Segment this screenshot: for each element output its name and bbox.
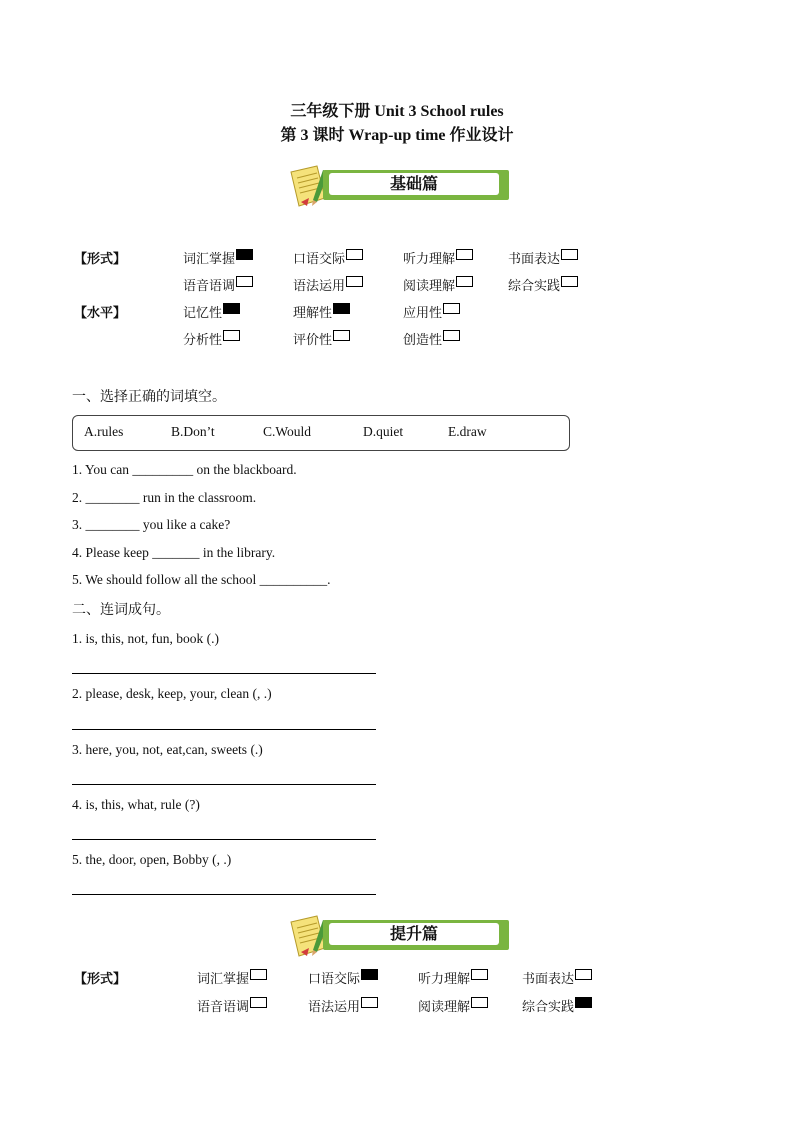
basic-form-option xyxy=(403,275,473,294)
advanced-form-option-label: 词汇掌握 xyxy=(197,972,250,987)
reorder-question-3: 3. here, you, not, eat,can, sweets (.) xyxy=(72,742,263,757)
fill-question-3: 3. ________ you like a cake? xyxy=(72,517,231,532)
basic-level-option xyxy=(403,302,460,321)
basic-level-option-label: 应用性 xyxy=(403,306,443,321)
basic-level-option xyxy=(183,302,240,321)
basic-level-option-label: 创造性 xyxy=(403,333,443,348)
word-choices-box xyxy=(72,415,570,451)
reorder-question-1: 1. is, this, not, fun, book (.) xyxy=(72,631,219,646)
fill-question-1: 1. You can _________ on the blackboard. xyxy=(72,462,297,477)
answer-line-1 xyxy=(72,673,376,674)
advanced-form-checkbox[interactable] xyxy=(250,997,267,1008)
basic-form-option-label: 语法运用 xyxy=(293,279,346,294)
advanced-form-checkbox[interactable] xyxy=(361,997,378,1008)
advanced-form-checkbox[interactable] xyxy=(471,969,488,980)
banner-advanced-label: 提升篇 xyxy=(329,923,499,945)
advanced-form-option xyxy=(522,996,592,1015)
basic-level-checkbox[interactable] xyxy=(223,303,240,314)
choice-d: D.quiet xyxy=(363,424,404,439)
basic-level-option xyxy=(403,329,460,348)
answer-line-3 xyxy=(72,784,376,785)
choice-a: A.rules xyxy=(84,424,124,439)
basic-form-option xyxy=(293,248,363,267)
basic-form-checkbox[interactable] xyxy=(236,276,253,287)
basic-level-checkbox[interactable] xyxy=(443,330,460,341)
advanced-form-option-label: 听力理解 xyxy=(418,972,471,987)
advanced-form-option xyxy=(308,996,378,1015)
basic-level-option-label: 记忆性 xyxy=(183,306,223,321)
basic-level-checkbox[interactable] xyxy=(443,303,460,314)
fill-question-2: 2. ________ run in the classroom. xyxy=(72,490,257,505)
page-title: 三年级下册 Unit 3 School rules xyxy=(290,103,504,120)
basic-form-checkbox[interactable] xyxy=(456,249,473,260)
basic-form-option-label: 综合实践 xyxy=(508,279,561,294)
basic-form-option xyxy=(508,248,578,267)
basic-form-checkbox[interactable] xyxy=(346,276,363,287)
basic-form-option xyxy=(403,248,473,267)
advanced-form-option-label: 综合实践 xyxy=(522,1000,575,1015)
choice-e: E.draw xyxy=(448,424,487,439)
answer-line-4 xyxy=(72,839,376,840)
advanced-form-option xyxy=(522,968,592,987)
advanced-form-option-label: 口语交际 xyxy=(308,972,361,987)
basic-form-option xyxy=(183,248,253,267)
reorder-question-5: 5. the, door, open, Bobby (, .) xyxy=(72,852,232,867)
basic-level-option-label: 理解性 xyxy=(293,306,333,321)
basic-level-option-label: 分析性 xyxy=(183,333,223,348)
advanced-form-checkbox[interactable] xyxy=(361,969,378,980)
advanced-form-option-label: 语法运用 xyxy=(308,1000,361,1015)
advanced-form-checkbox[interactable] xyxy=(250,969,267,980)
basic-level-option xyxy=(293,329,350,348)
basic-level-checkbox[interactable] xyxy=(333,303,350,314)
advanced-form-option xyxy=(308,968,378,987)
basic-form-option-label: 书面表达 xyxy=(508,252,561,267)
basic-form-option-label: 语音语调 xyxy=(183,279,236,294)
section2-heading: 二、连词成句。 xyxy=(72,602,170,618)
advanced-form-checkbox[interactable] xyxy=(575,969,592,980)
basic-level-option-label: 评价性 xyxy=(293,333,333,348)
basic-form-checkbox[interactable] xyxy=(561,276,578,287)
basic-form-checkbox[interactable] xyxy=(456,276,473,287)
advanced-form-option xyxy=(418,968,488,987)
advanced-form-option-label: 阅读理解 xyxy=(418,1000,471,1015)
reorder-question-4: 4. is, this, what, rule (?) xyxy=(72,797,200,812)
basic-level-option xyxy=(183,329,240,348)
basic-form-option-label: 词汇掌握 xyxy=(183,252,236,267)
choice-c: C.Would xyxy=(263,424,312,439)
banner-basic xyxy=(287,168,513,204)
banner-basic-label: 基础篇 xyxy=(329,173,499,195)
basic-form-option xyxy=(508,275,578,294)
advanced-form-checkbox[interactable] xyxy=(471,997,488,1008)
basic-form-checkbox[interactable] xyxy=(236,249,253,260)
basic-form-option xyxy=(183,275,253,294)
basic-form-option-label: 听力理解 xyxy=(403,252,456,267)
advanced-form-option-label: 书面表达 xyxy=(522,972,575,987)
basic-level-checkbox[interactable] xyxy=(333,330,350,341)
basic-form-option-label: 口语交际 xyxy=(293,252,346,267)
answer-line-5 xyxy=(72,894,376,895)
advanced-form-option xyxy=(197,996,267,1015)
reorder-question-2: 2. please, desk, keep, your, clean (, .) xyxy=(72,686,272,701)
advanced-form-option xyxy=(197,968,267,987)
advanced-form-option-label: 语音语调 xyxy=(197,1000,250,1015)
section1-heading: 一、选择正确的词填空。 xyxy=(72,389,226,405)
basic-form-option xyxy=(293,275,363,294)
basic-level-option xyxy=(293,302,350,321)
basic-form-option-label: 阅读理解 xyxy=(403,279,456,294)
basic-form-checkbox[interactable] xyxy=(561,249,578,260)
basic-level-checkbox[interactable] xyxy=(223,330,240,341)
page-subtitle: 第 3 课时 Wrap-up time 作业设计 xyxy=(280,127,514,144)
banner-advanced xyxy=(287,918,513,954)
choice-b: B.Don’t xyxy=(171,424,215,439)
level-label: 【水平】 xyxy=(74,306,127,321)
advanced-form-checkbox[interactable] xyxy=(575,997,592,1008)
fill-question-5: 5. We should follow all the school __________. xyxy=(72,572,331,587)
form-label: 【形式】 xyxy=(74,252,127,267)
fill-question-4: 4. Please keep _______ in the library. xyxy=(72,545,276,560)
basic-form-checkbox[interactable] xyxy=(346,249,363,260)
advanced-form-option xyxy=(418,996,488,1015)
advanced-form-label: 【形式】 xyxy=(74,972,127,987)
answer-line-2 xyxy=(72,729,376,730)
